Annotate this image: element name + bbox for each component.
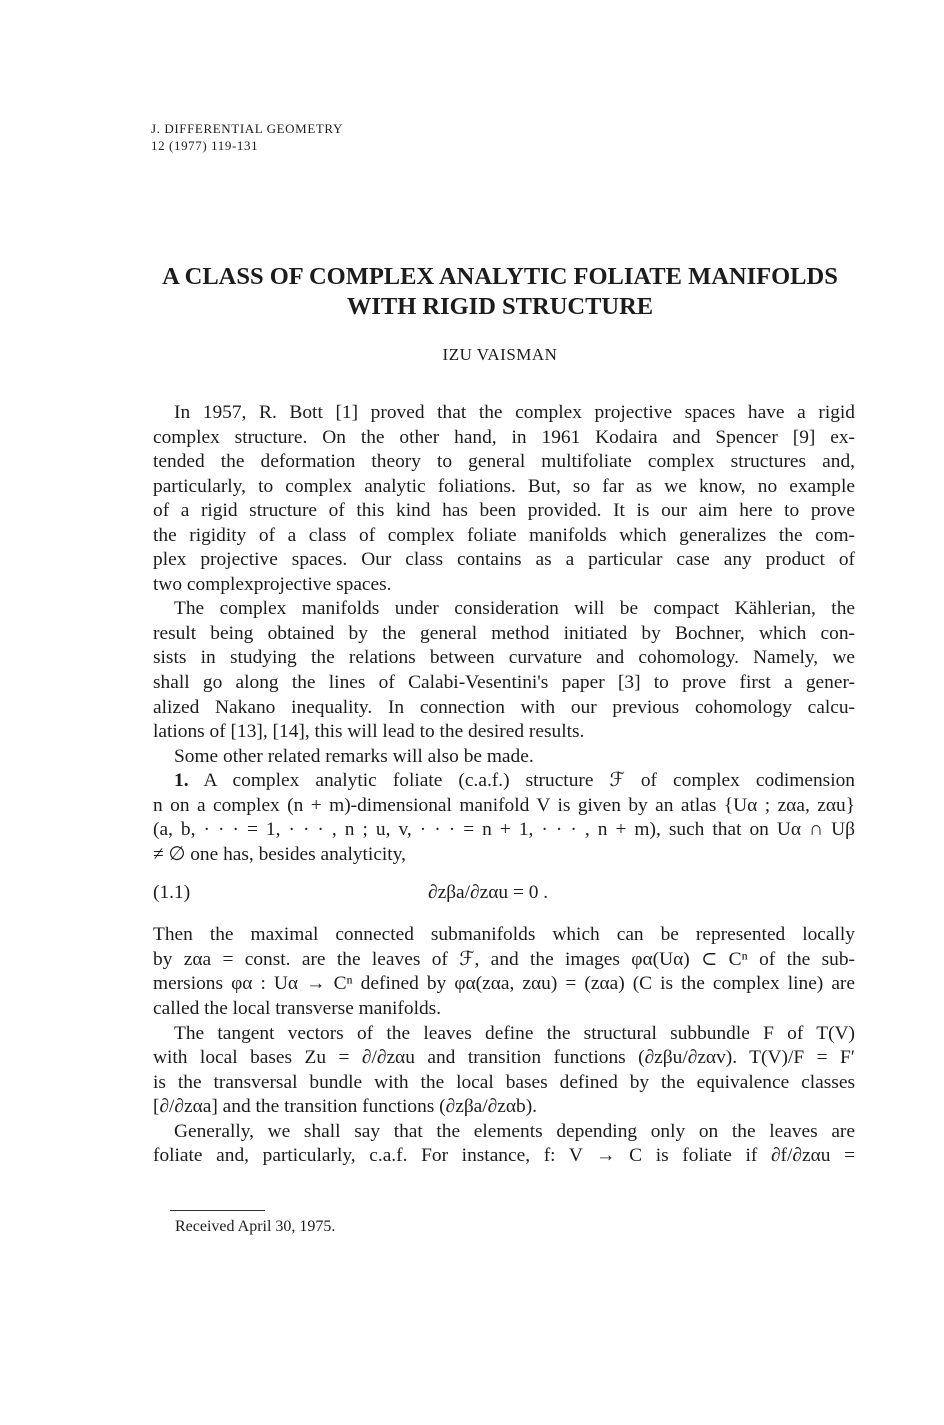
- equation-body: ∂zβa/∂zαu = 0 .: [428, 882, 549, 904]
- text-line: foliate and, particularly, c.a.f. For instance, f: V → C is foliate if ∂f/∂zαu =: [153, 1145, 855, 1167]
- section-1-line: A complex analytic foliate (c.a.f.) structure ℱ of complex codimension: [203, 770, 855, 792]
- paragraph-subbundle: [153, 1022, 855, 1120]
- text-line: sists in studying the relations between curvature and cohomology. Namely, we: [153, 647, 855, 669]
- text-line: plex projective spaces. Our class contains as a particular case any product of: [153, 549, 855, 571]
- text-line: by zαa = const. are the leaves of ℱ, and the images φα(Uα) ⊂ Cⁿ of the sub-: [153, 948, 855, 970]
- text-line: The complex manifolds under consideration will be compact Kählerian, the: [174, 598, 855, 620]
- text-line: shall go along the lines of Calabi-Vesentini's paper [3] to prove first a gener-: [153, 672, 855, 694]
- text-line: lations of [13], [14], this will lead to the desired results.: [153, 721, 585, 743]
- equation-number: (1.1): [153, 882, 191, 904]
- paragraph-remarks: Some other related remarks will also be made.: [174, 745, 534, 767]
- paragraph-method: [153, 597, 855, 744]
- text-line: In 1957, R. Bott [1] proved that the complex projective spaces have a rigid: [174, 402, 855, 423]
- text-line: called the local transverse manifolds.: [153, 998, 442, 1020]
- text-line: mersions φα : Uα → Cⁿ defined by φα(zαa, zαu) = (zαa) (C is the complex line) are: [153, 973, 855, 995]
- paper-title: [100, 262, 900, 322]
- footnote-divider: [170, 1210, 265, 1211]
- paragraph-leaves: [153, 923, 855, 1021]
- text-line: tended the deformation theory to general multifoliate complex structures and,: [153, 451, 855, 473]
- text-line: result being obtained by the general method initiated by Bochner, which con-: [153, 622, 855, 644]
- text-line: alized Nakano inequality. In connection with our previous cohomology calcu-: [153, 696, 855, 718]
- footnote-received: Received April 30, 1975.: [175, 1218, 336, 1235]
- text-line: n on a complex (n + m)-dimensional manifold V is given by an atlas {Uα ; zαa, zαu}: [153, 794, 855, 816]
- text-line: [153, 769, 855, 794]
- paragraph-intro: [153, 401, 855, 597]
- text-line: the rigidity of a class of complex foliate manifolds which generalizes the com-: [153, 524, 855, 546]
- text-line: of a rigid structure of this kind has been provided. It is our aim here to prove: [153, 500, 855, 522]
- title-line-1: A CLASS OF COMPLEX ANALYTIC FOLIATE MANIFOLDS: [162, 263, 838, 290]
- text-line: with local bases Zu = ∂/∂zαu and transition functions (∂zβu/∂zαv). T(V)/F = F′: [153, 1047, 855, 1069]
- text-line: [∂/∂zαa] and the transition functions (∂zβa/∂zαb).: [153, 1096, 538, 1118]
- section-number: 1.: [174, 770, 189, 792]
- text-line: two complexprojective spaces.: [153, 573, 392, 595]
- text-line: particularly, to complex analytic foliations. But, so far as we know, no example: [153, 475, 855, 497]
- journal-volume-pages: 12 (1977) 119-131: [151, 138, 259, 153]
- journal-header: [151, 120, 343, 154]
- journal-name: J. DIFFERENTIAL GEOMETRY: [151, 121, 343, 136]
- text-line: (a, b, · · · = 1, · · · , n ; u, v, · · · = n + 1, · · · , n + m), such that on Uα ∩ Uβ: [153, 819, 855, 841]
- text-line: complex structure. On the other hand, in 1961 Kodaira and Spencer [9] ex-: [153, 426, 855, 448]
- text-line: ≠ ∅ one has, besides analyticity,: [153, 843, 406, 865]
- paragraph-foliate: [153, 1120, 855, 1169]
- text-line: Generally, we shall say that the elements depending only on the leaves are: [174, 1120, 855, 1142]
- equation-1-1: [153, 873, 855, 915]
- section-1: [153, 769, 855, 867]
- author-name: IZU VAISMAN: [442, 345, 558, 364]
- text-line: is the transversal bundle with the local bases defined by the equivalence classes: [153, 1071, 855, 1093]
- text-line: The tangent vectors of the leaves define the structural subbundle F of T(V): [174, 1022, 855, 1044]
- title-line-2: WITH RIGID STRUCTURE: [346, 293, 654, 320]
- text-line: Then the maximal connected submanifolds which can be represented locally: [153, 924, 855, 946]
- body-text: [153, 401, 855, 1169]
